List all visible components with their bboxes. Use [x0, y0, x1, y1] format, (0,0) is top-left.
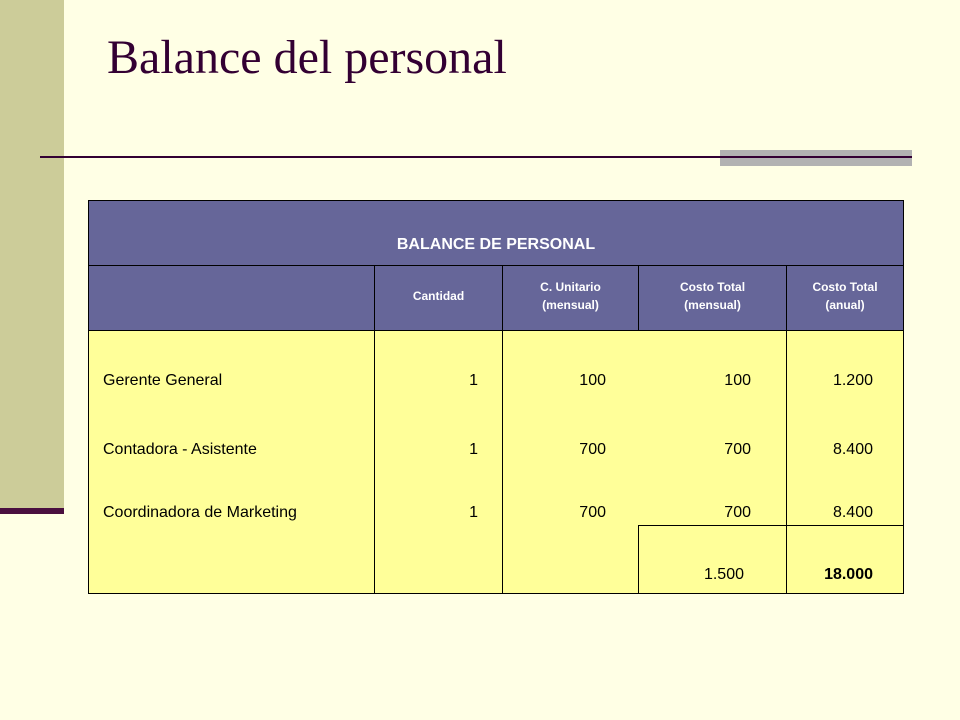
col-divider-4: [786, 265, 787, 594]
row-total-anual: 1.200: [832, 372, 873, 389]
table-title: BALANCE DE PERSONAL: [396, 236, 596, 253]
totals-divider: [638, 525, 904, 526]
table-border-top: [88, 200, 904, 201]
table-body-band: [88, 330, 904, 594]
col-header-total-anual: Costo Total (anual): [812, 280, 878, 312]
total-anual: 18.000: [824, 566, 873, 583]
side-decoration-bar: [0, 0, 64, 513]
table-border-bottom: [88, 593, 904, 594]
row-label: Contadora - Asistente: [103, 441, 257, 458]
col-header-unitario: C. Unitario (mensual): [540, 280, 601, 312]
col-divider-1: [374, 265, 375, 594]
col-divider-2: [502, 265, 503, 594]
row-total-mensual: 700: [724, 441, 751, 458]
col-header-total-mensual: Costo Total (mensual): [679, 280, 746, 312]
title-divider-accent: [720, 150, 912, 166]
body-top-divider: [88, 330, 904, 331]
col-header-cantidad: Cantidad: [412, 289, 465, 303]
side-decoration-accent: [0, 508, 64, 514]
row-cantidad: 1: [469, 441, 478, 458]
row-unitario: 700: [579, 504, 606, 521]
slide-title: Balance del personal: [107, 31, 507, 84]
row-total-mensual: 700: [724, 504, 751, 521]
row-label: Coordinadora de Marketing: [103, 504, 297, 521]
row-cantidad: 1: [469, 504, 478, 521]
total-mensual: 1.500: [703, 566, 744, 583]
table-border-left: [88, 200, 89, 594]
row-total-mensual: 100: [724, 372, 751, 389]
row-label: Gerente General: [103, 372, 223, 389]
row-total-anual: 8.400: [832, 504, 873, 521]
row-unitario: 700: [579, 441, 606, 458]
row-unitario: 100: [579, 372, 606, 389]
balance-table: [88, 200, 904, 594]
row-cantidad: 1: [469, 372, 478, 389]
header-row-divider: [88, 265, 904, 266]
row-total-anual: 8.400: [832, 441, 873, 458]
table-border-right: [903, 200, 904, 594]
